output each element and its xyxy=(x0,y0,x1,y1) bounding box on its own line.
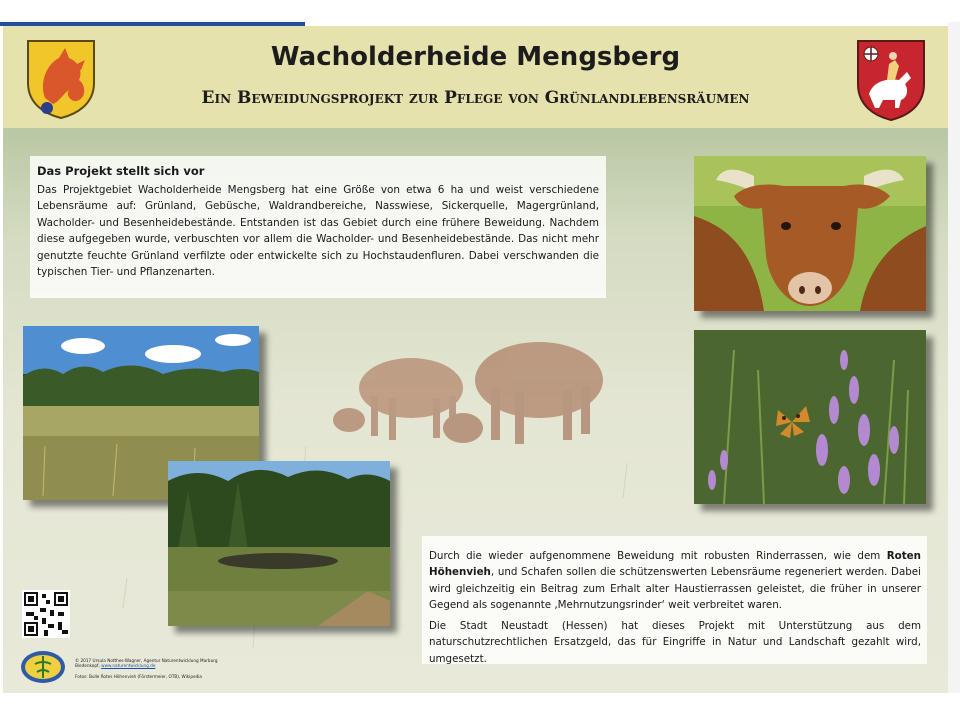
page-subtitle: Ein Beweidungsprojekt zur Pflege von Grünlandlebensräumen xyxy=(201,88,750,108)
qr-code-icon xyxy=(22,590,70,638)
grazing-text-part1: Durch die wieder aufgenommene Beweidung mit robusten Rinderrassen, wie dem xyxy=(429,550,887,562)
credit-line-1: © 2017 Ursula Notthes-Wagner, Agentur Naturentwicklung Marburg xyxy=(75,658,218,663)
heather-butterfly-photo xyxy=(694,330,926,504)
board-edge xyxy=(948,22,960,693)
forest-clearing-photo xyxy=(168,461,390,626)
grazing-text xyxy=(429,548,921,613)
breed-name: Roten Höhenvieh xyxy=(429,550,921,579)
page-title: Wacholderheide Mengsberg xyxy=(270,42,681,72)
grazing-text-part2: , und Schafen sollen die schützenswerten Lebensräume regeneriert werden. Dabei wird gleichzeitig ein Beitrag zum Erhalt alter Haustierrassen geleistet, die früher in unserer Gegend als sogenannte ‚Mehrnutzungsrinder‘ weit verbreitet waren. xyxy=(429,566,921,611)
header-band xyxy=(3,26,948,128)
fox-crest-icon xyxy=(25,38,97,120)
cow-photo xyxy=(694,156,926,311)
project-intro-text: Das Projektgebiet Wacholderheide Mengsberg hat eine Größe von etwa 6 ha und weist verschiedene Lebensräume auf: Grünland, Gebüsche, Waldrandbereiche, Nasswiese, Sickerquelle, Magergrünland, Wacholder- und Besenheidebestände. Entstanden ist das Gebiet durch eine frühere Beweidung. Nachdem diese aufgegeben wurde, verbuschten vor allem die Wacholder- und Besenheidebestände. Das nicht mehr genutzte feuchte Grünland verfilzte oder entwickelte sich zu Hochstaudenfluren. Dabei verschwanden die typischen Tier- und Pflanzenarten. xyxy=(37,184,599,279)
credit-website-link[interactable]: www.naturentwicklung.de xyxy=(101,663,156,668)
credit-city: Biedenkopf, xyxy=(75,663,102,668)
project-intro-box xyxy=(30,156,606,298)
grazing-info-box xyxy=(422,536,927,664)
credit-line-2 xyxy=(75,663,155,668)
naturschutz-logo-icon xyxy=(20,650,66,684)
info-board xyxy=(3,26,948,693)
funding-text: Die Stadt Neustadt (Hessen) hat dieses Projekt mit Unterstützung aus dem naturschutzrechtlichen Ersatzgeld, das für Eingriffe in Natur und Landschaft gezahlt wird, umgesetzt. xyxy=(429,620,921,665)
photo-credit-line: Fotos: Bulle Rotes Höhenvieh (Förstermeier, OTB), Wikipedia xyxy=(75,674,202,679)
rider-crest-icon xyxy=(855,38,927,122)
project-intro-heading: Das Projekt stellt sich vor xyxy=(37,164,205,178)
